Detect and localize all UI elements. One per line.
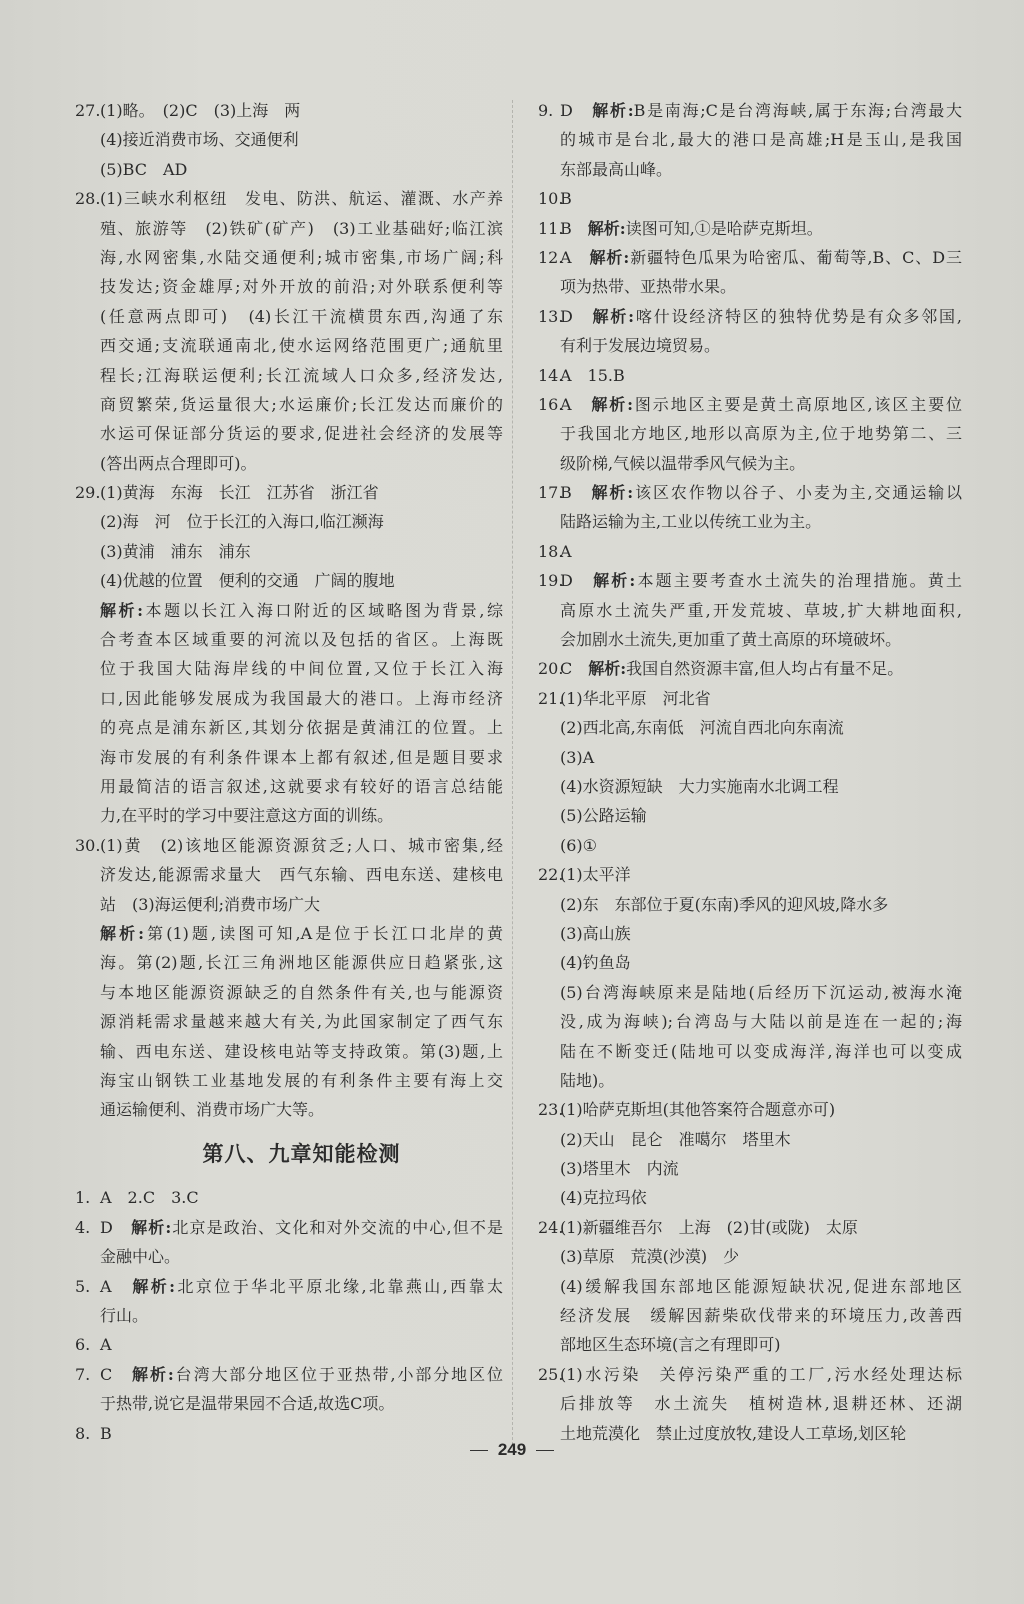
- answer-body: [560, 243, 962, 302]
- answer-body: [560, 1213, 962, 1360]
- answer-body: [100, 1213, 503, 1272]
- answer-line: (4)缓解我国东部地区能源短缺状况,促进东部地区: [560, 1276, 962, 1296]
- analysis-label: 解析:: [100, 923, 145, 943]
- answer-body: [560, 214, 962, 243]
- answer-line: B: [560, 189, 572, 209]
- answer-body: [560, 684, 962, 860]
- answer-line: 陆路运输为主,工业以传统工业为主。: [560, 512, 822, 532]
- chapter-answer-list: [75, 1183, 503, 1448]
- answer-line: 行山。: [100, 1306, 149, 1326]
- analysis-label: 解析:: [589, 247, 630, 267]
- answer-line: A 解析:图示地区主要是黄土高原地区,该区主要位: [560, 394, 962, 414]
- answer-number: 20.: [538, 659, 564, 679]
- answer-body: [560, 478, 962, 537]
- answer-line: 部地区生态环境(言之有理即可): [560, 1335, 781, 1355]
- answer-body: [100, 1272, 503, 1331]
- analysis-label: 解析:: [132, 1276, 176, 1296]
- answer-line: (2)东 东部位于夏(东南)季风的迎风坡,降水多: [560, 894, 889, 914]
- answer-number: 9.: [538, 101, 554, 120]
- answer-item: [538, 361, 962, 390]
- answer-line: (2)海 河 位于长江的入海口,临江濒海: [100, 512, 384, 532]
- answer-number: 4.: [75, 1217, 91, 1237]
- answer-item: [538, 566, 962, 654]
- answer-line: 会加剧水土流失,更加重了黄土高原的环境破坏。: [560, 630, 902, 650]
- answer-item: [75, 1360, 503, 1419]
- answer-item: [538, 214, 962, 243]
- answer-body: [560, 566, 962, 654]
- answer-line: (1)华北平原 河北省: [560, 688, 711, 708]
- answer-line: D 解析:B是南海;C是台湾海峡,属于东海;台湾最大: [560, 101, 962, 120]
- answer-item: [75, 478, 503, 831]
- answer-line: (4)克拉玛依: [560, 1188, 647, 1208]
- answer-number: 25.: [538, 1364, 564, 1384]
- answer-item: [538, 96, 962, 184]
- left-column: [75, 96, 503, 1448]
- answer-number: 11.: [538, 218, 564, 238]
- answer-item: [75, 1183, 503, 1212]
- answer-body: [560, 860, 962, 1095]
- answer-line: A: [560, 541, 572, 561]
- answer-line: (6)①: [560, 835, 598, 855]
- answer-line: 海市发展的有利条件课本上都有叙述,但是题目要求: [100, 747, 503, 767]
- answer-body: [100, 96, 503, 184]
- analysis-label: 解析:: [591, 483, 634, 503]
- answer-body: [560, 390, 962, 478]
- answer-item: [75, 96, 503, 184]
- answer-line: 海。第(2)题,长江三角洲地区能源供应日趋紧张,这: [100, 953, 503, 973]
- answer-number: 5.: [75, 1276, 91, 1296]
- answer-line: (任意两点即可) (4)长江干流横贯东西,沟通了东: [100, 306, 503, 326]
- answer-line: 源消耗需求量越来越大有关,为此国家制定了西气东: [100, 1012, 503, 1032]
- left-answer-list: [75, 96, 503, 1125]
- answer-line: A 15.B: [560, 365, 625, 385]
- answer-line: 输、西电东送、建设核电站等支持政策。第(3)题,上: [100, 1041, 503, 1061]
- analysis-label: 解析:: [591, 394, 634, 414]
- answer-number: 21.: [538, 688, 564, 708]
- answer-line: 级阶梯,气候以温带季风气候为主。: [560, 453, 806, 473]
- analysis-label: 解析:: [593, 571, 636, 591]
- answer-number: 8.: [75, 1423, 91, 1443]
- answer-line: D 解析:喀什设经济特区的独特优势是有众多邻国,: [560, 306, 962, 326]
- answer-line: 殖、旅游等 (2)铁矿(矿产) (3)工业基础好;临江滨: [100, 218, 503, 238]
- answer-line: 没,成为海峡);台湾岛与大陆以前是连在一起的;海: [560, 1012, 962, 1032]
- answer-item: [538, 184, 962, 213]
- answer-line: 位于我国大陆海岸线的中间位置,又位于长江入海: [100, 659, 503, 679]
- answer-line: 济发达,能源需求量大 西气东输、西电东送、建核电: [100, 865, 503, 885]
- answer-item: [538, 684, 962, 860]
- analysis-label: 解析:: [132, 1364, 174, 1384]
- answer-line: (4)水资源短缺 大力实施南水北调工程: [560, 776, 839, 796]
- answer-number: 16.: [538, 394, 564, 414]
- answer-item: [75, 1272, 503, 1331]
- answer-body: [560, 184, 962, 213]
- answer-line: (3)黄浦 浦东 浦东: [100, 541, 251, 561]
- answer-body: [100, 831, 503, 1125]
- answer-item: [75, 184, 503, 478]
- answer-item: [75, 1330, 503, 1359]
- answer-item: [538, 537, 962, 566]
- answer-line: 用最简洁的语言叙述,这就要求有较好的语言总结能: [100, 776, 503, 796]
- answer-line: 的亮点是浦东新区,其划分依据是黄浦江的位置。上: [100, 718, 503, 738]
- answer-line: 商贸繁荣,货运量很大;水运廉价;长江发达而廉价的: [100, 394, 503, 414]
- answer-line: 技发达;资金雄厚;对外开放的前沿;对外联系便利等: [100, 277, 503, 297]
- answer-body: [100, 1360, 503, 1419]
- answer-line: 西交通;支流联通南北,使水运网络范围更广;通航里: [100, 336, 503, 356]
- answer-line: (2)西北高,东南低 河流自西北向东南流: [560, 718, 844, 738]
- analysis-label: 解析:: [588, 659, 627, 679]
- answer-line: (1)黄 (2)该地区能源资源贫乏;人口、城市密集,经: [100, 835, 503, 855]
- answer-number: 27.: [75, 101, 101, 120]
- answer-body: [560, 1095, 962, 1213]
- answer-number: 22.: [538, 865, 564, 885]
- analysis-label: 解析:: [131, 1217, 172, 1237]
- answer-line: 东部最高山峰。: [560, 159, 673, 179]
- answer-line: 后排放等 水土流失 植树造林,退耕还林、还湖: [560, 1394, 962, 1414]
- answer-line: (1)水污染 关停污染严重的工厂,污水经处理达标: [560, 1364, 962, 1384]
- answer-line: (答出两点合理即可)。: [100, 453, 257, 473]
- answer-number: 24.: [538, 1217, 564, 1237]
- answer-body: [560, 1360, 962, 1448]
- answer-line: 站 (3)海运便利;消费市场广大: [100, 894, 321, 914]
- answer-number: 10.: [538, 189, 564, 209]
- answer-line: C 解析:我国自然资源丰富,但人均占有量不足。: [560, 659, 904, 679]
- answer-line: 的城市是台北,最大的港口是高雄;H是玉山,是我国: [560, 130, 962, 150]
- answer-line: 海,水网密集,水陆交通便利;城市密集,市场广阔;科: [100, 247, 503, 267]
- answer-line: 解析:第(1)题,读图可知,A是位于长江口北岸的黄: [100, 923, 503, 943]
- answer-line: (1)哈萨克斯坦(其他答案符合题意亦可): [560, 1100, 836, 1120]
- answer-line: (4)钓鱼岛: [560, 953, 631, 973]
- answer-line: (2)天山 昆仑 准噶尔 塔里木: [560, 1129, 791, 1149]
- answer-line: B: [100, 1423, 112, 1443]
- answer-line: (4)优越的位置 便利的交通 广阔的腹地: [100, 571, 395, 591]
- answer-line: (3)A: [560, 747, 595, 767]
- answer-line: A 解析:新疆特色瓜果为哈密瓜、葡萄等,B、C、D三: [560, 247, 962, 267]
- page-number-dash-right: [536, 1450, 554, 1451]
- answer-line: 通运输便利、消费市场广大等。: [100, 1100, 325, 1120]
- answer-line: B 解析:读图可知,①是哈萨克斯坦。: [560, 218, 823, 238]
- answer-line: 口,因此能够发展成为我国最大的港口。上海市经济: [100, 688, 503, 708]
- answer-line: A 解析:北京位于华北平原北缘,北靠燕山,西靠太: [100, 1276, 503, 1296]
- answer-item: [538, 478, 962, 537]
- answer-item: [538, 860, 962, 1095]
- page-number-text: 249: [497, 1440, 527, 1459]
- answer-number: 13.: [538, 306, 564, 326]
- answer-line: D 解析:本题主要考查水土流失的治理措施。黄土: [560, 571, 962, 591]
- analysis-label: 解析:: [592, 306, 635, 326]
- answer-item: [538, 243, 962, 302]
- answer-line: 陆地)。: [560, 1070, 615, 1090]
- answer-number: 29.: [75, 483, 101, 503]
- answer-item: [538, 302, 962, 361]
- answer-item: [538, 654, 962, 683]
- answer-line: (1)太平洋: [560, 865, 631, 885]
- answer-line: (3)高山族: [560, 923, 631, 943]
- answer-line: 力,在平时的学习中要注意这方面的训练。: [100, 806, 394, 826]
- answer-line: C 解析:台湾大部分地区位于亚热带,小部分地区位: [100, 1364, 503, 1384]
- answer-line: 与本地区能源资源缺乏的自然条件有关,也与能源资: [100, 982, 503, 1002]
- answer-body: [100, 184, 503, 478]
- answer-number: 1.: [75, 1188, 91, 1208]
- answer-body: [100, 1183, 503, 1212]
- answer-item: [538, 1095, 962, 1213]
- answer-number: 7.: [75, 1364, 91, 1384]
- answer-item: [538, 1213, 962, 1360]
- answer-line: (1)新疆维吾尔 上海 (2)甘(或陇) 太原: [560, 1217, 858, 1237]
- answer-body: [560, 361, 962, 390]
- answer-line: 于我国北方地区,地形以高原为主,位于地势第二、三: [560, 424, 962, 444]
- answer-item: [538, 390, 962, 478]
- analysis-label: 解析:: [100, 600, 143, 620]
- answer-number: 14.: [538, 365, 564, 385]
- answer-item: [538, 1360, 962, 1448]
- answer-line: 陆在不断变迁(陆地可以变成海洋,海洋也可以变成: [560, 1041, 962, 1061]
- answer-line: 水运可保证部分货运的要求,促进社会经济的发展等: [100, 424, 503, 444]
- answer-body: [560, 302, 962, 361]
- answer-line: 高原水土流失严重,开发荒坡、草坡,扩大耕地面积,: [560, 600, 962, 620]
- answer-body: [560, 654, 962, 683]
- answer-line: A: [100, 1335, 112, 1355]
- answer-body: [100, 1330, 503, 1359]
- answer-line: 经济发展 缓解因薪柴砍伐带来的环境压力,改善西: [560, 1306, 962, 1326]
- answer-line: (4)接近消费市场、交通便利: [100, 130, 299, 150]
- answer-number: 6.: [75, 1335, 91, 1355]
- answer-item: [75, 1213, 503, 1272]
- answer-line: 项为热带、亚热带水果。: [560, 277, 737, 297]
- answer-line: (3)草原 荒漠(沙漠) 少: [560, 1247, 740, 1267]
- answer-number: 18.: [538, 541, 564, 561]
- answer-line: 土地荒漠化 禁止过度放牧,建设人工草场,划区轮: [560, 1423, 907, 1443]
- answer-line: (1)略。 (2)C (3)上海 两: [100, 101, 301, 120]
- answer-body: [560, 537, 962, 566]
- answer-body: [560, 96, 962, 184]
- answer-line: 有利于发展边境贸易。: [560, 336, 721, 356]
- analysis-label: 解析:: [587, 218, 626, 238]
- answer-body: [100, 478, 503, 831]
- answer-number: 28.: [75, 189, 101, 209]
- answer-line: (1)黄海 东海 长江 江苏省 浙江省: [100, 483, 379, 503]
- answer-line: A 2.C 3.C: [100, 1188, 199, 1208]
- right-column: [538, 96, 962, 1448]
- answer-number: 12.: [538, 247, 564, 267]
- page-number-dash-left: [470, 1450, 488, 1451]
- page-number: [0, 1440, 1024, 1460]
- answer-line: 合考查本区域重要的河流以及包括的省区。上海既: [100, 630, 503, 650]
- answer-line: D 解析:北京是政治、文化和对外交流的中心,但不是: [100, 1217, 503, 1237]
- answer-number: 30.: [75, 835, 101, 855]
- answer-number: 23.: [538, 1100, 564, 1120]
- answer-line: (5)台湾海峡原来是陆地(后经历下沉运动,被海水淹: [560, 982, 962, 1002]
- answer-number: 19.: [538, 571, 564, 591]
- analysis-label: 解析:: [592, 101, 634, 120]
- answer-line: 程长;江海联运便利;长江流域人口众多,经济发达,: [100, 365, 503, 385]
- answer-line: (5)BC AD: [100, 159, 188, 179]
- column-divider: [512, 100, 513, 1445]
- answer-line: (3)塔里木 内流: [560, 1159, 679, 1179]
- answer-line: (5)公路运输: [560, 806, 647, 826]
- answer-line: 海宝山钢铁工业基地发展的有利条件主要有海上交: [100, 1070, 503, 1090]
- answer-number: 17.: [538, 483, 564, 503]
- answer-line: 解析:本题以长江入海口附近的区域略图为背景,综: [100, 600, 503, 620]
- right-answer-list: [538, 96, 962, 1448]
- answer-line: B 解析:该区农作物以谷子、小麦为主,交通运输以: [560, 483, 962, 503]
- section-heading: 第八、九章知能检测: [202, 1140, 401, 1166]
- answer-line: (1)三峡水利枢纽 发电、防洪、航运、灌溉、水产养: [100, 189, 503, 209]
- answer-line: 金融中心。: [100, 1247, 181, 1267]
- answer-line: 于热带,说它是温带果园不合适,故选C项。: [100, 1394, 395, 1414]
- answer-item: [75, 831, 503, 1125]
